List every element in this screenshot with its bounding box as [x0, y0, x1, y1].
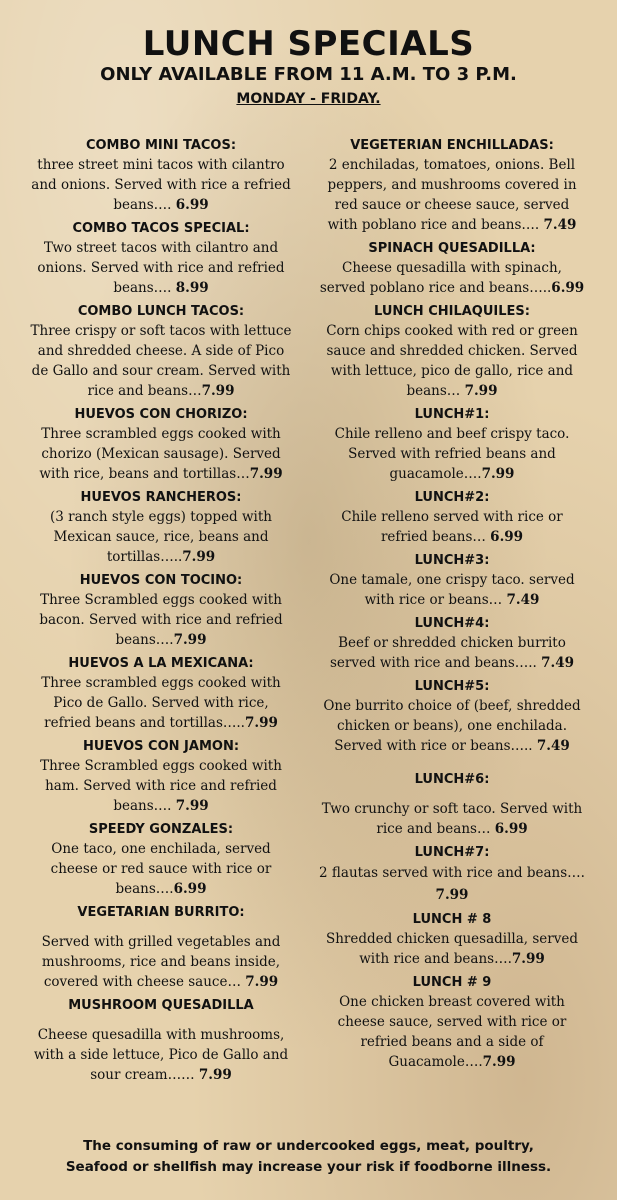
item-description: three street mini tacos with cilantro and onions. Served with rice a refried beans…. 6.99: [31, 157, 291, 213]
item-description: One chicken breast covered with cheese sauce, served with rice or refried beans and a side of Guacamole….7.99: [337, 994, 567, 1070]
disclaimer-line-1: The consuming of raw or undercooked eggs, meat, poultry,: [83, 1138, 534, 1154]
menu-header: [0, 24, 617, 109]
item-price: 7.99: [511, 951, 545, 967]
item-price: 7.99: [198, 1067, 232, 1083]
menu-item-lunch-8: [318, 910, 586, 969]
item-name: HUEVOS CON JAMON:: [82, 739, 240, 754]
item-name: HUEVOS CON CHORIZO:: [74, 407, 248, 422]
item-price: 6.99: [494, 821, 528, 837]
item-description: Two street tacos with cilantro and onions. Served with rice and refried beans…. 8.99: [37, 240, 285, 296]
item-name: HUEVOS A LA MEXICANA:: [68, 656, 254, 671]
menu-item-combo-lunch-tacos: [30, 302, 292, 401]
menu-hours: ONLY AVAILABLE FROM 11 A.M. TO 3 P.M.: [100, 64, 517, 85]
item-name: MUSHROOM QUESADILLA: [68, 998, 254, 1013]
menu-item-lunch-9: [318, 973, 586, 1072]
item-price: 7.99: [435, 887, 469, 903]
item-name: COMBO TACOS SPECIAL:: [72, 221, 250, 236]
menu-item-huevos-rancheros: [30, 488, 292, 567]
item-price: 7.99: [201, 383, 235, 399]
menu-item-vegetarian-burrito: [30, 903, 292, 992]
item-price: 7.99: [244, 715, 278, 731]
menu-item-huevos-con-jamon: [30, 737, 292, 816]
item-name: LUNCH CHILAQUILES:: [374, 304, 530, 319]
item-description: (3 ranch style eggs) topped with Mexican sauce, rice, beans and tortillas…..7.99: [50, 509, 272, 565]
menu-item-lunch-6: [318, 760, 586, 839]
item-description: Three crispy or soft tacos with lettuce and shredded cheese. A side of Pico de Gallo and sour cream. Served with rice and beans…7.99: [30, 323, 292, 399]
item-name: LUNCH#3:: [414, 553, 490, 568]
item-name: HUEVOS CON TOCINO:: [79, 573, 243, 588]
item-name: VEGETERIAN ENCHILLADAS:: [350, 138, 554, 153]
item-description: Cheese quesadilla with mushrooms, with a side lettuce, Pico de Gallo and sour cream…… 7.99: [33, 1027, 289, 1083]
menu-item-lunch-5: [318, 677, 586, 756]
item-description: Beef or shredded chicken burrito served with rice and beans….. 7.49: [329, 635, 575, 671]
item-description: One tamale, one crispy taco. served with rice or beans… 7.49: [329, 572, 575, 608]
menu-item-lunch-2: [318, 488, 586, 547]
menu-item-vegeterian-enchilladas: [318, 136, 586, 235]
menu-title: LUNCH SPECIALS: [142, 24, 475, 64]
menu-item-lunch-3: [318, 551, 586, 610]
item-description: Three Scrambled eggs cooked with ham. Served with rice and refried beans…. 7.99: [40, 758, 282, 814]
item-name: VEGETARIAN BURRITO:: [77, 905, 245, 920]
disclaimer-line-2: Seafood or shellfish may increase your risk if foodborne illness.: [65, 1159, 552, 1175]
menu-item-huevos-a-la-mexicana: [30, 654, 292, 733]
item-name: LUNCH # 8: [412, 912, 492, 927]
item-description: 2 flautas served with rice and beans…. 7.99: [319, 865, 585, 903]
menu-item-mushroom-quesadilla: [30, 996, 292, 1085]
item-name: HUEVOS RANCHEROS:: [80, 490, 242, 505]
item-description: Two crunchy or soft taco. Served with rice and beans… 6.99: [321, 801, 583, 837]
item-name: LUNCH#5:: [414, 679, 490, 694]
item-price: 7.49: [541, 655, 575, 671]
menu-item-huevos-con-tocino: [30, 571, 292, 650]
right-column: [318, 136, 586, 1076]
item-name: LUNCH#1:: [414, 407, 490, 422]
item-price: 7.49: [543, 217, 577, 233]
item-description: 2 enchiladas, tomatoes, onions. Bell peppers, and mushrooms covered in red sauce or cheese sauce, served with poblano rice and beans…. 7.49: [327, 157, 577, 233]
menu-item-huevos-con-chorizo: [30, 405, 292, 484]
item-name: SPEEDY GONZALES:: [88, 822, 234, 837]
item-name: LUNCH#7:: [414, 845, 490, 860]
left-column: [30, 136, 292, 1089]
item-name: LUNCH#6:: [414, 772, 490, 787]
menu-item-lunch-7: [318, 843, 586, 906]
menu-item-spinach-quesadilla: [318, 239, 586, 298]
item-price: 6.99: [551, 280, 585, 296]
menu-item-lunch-1: [318, 405, 586, 484]
item-price: 7.49: [536, 738, 570, 754]
menu-item-speedy-gonzales: [30, 820, 292, 899]
item-description: Served with grilled vegetables and mushrooms, rice and beans inside, covered with cheese sauce… 7.99: [41, 934, 281, 990]
item-price: 6.99: [175, 197, 209, 213]
item-price: 6.99: [490, 529, 524, 545]
item-name: COMBO LUNCH TACOS:: [77, 304, 245, 319]
menu-item-lunch-chilaquiles: [318, 302, 586, 401]
item-description: One burrito choice of (beef, shredded chicken or beans), one enchilada. Served with rice or beans….. 7.49: [323, 698, 581, 754]
menu-item-lunch-4: [318, 614, 586, 673]
item-description: Three Scrambled eggs cooked with bacon. Served with rice and refried beans….7.99: [39, 592, 283, 648]
item-price: 7.99: [481, 466, 515, 482]
item-price: 7.99: [182, 549, 216, 565]
item-price: 7.99: [173, 632, 207, 648]
item-description: One taco, one enchilada, served cheese or red sauce with rice or beans….6.99: [50, 841, 272, 897]
menu-item-combo-tacos-special: [30, 219, 292, 298]
item-description: Three scrambled eggs cooked with chorizo (Mexican sausage). Served with rice, beans and tortillas…7.99: [39, 426, 283, 482]
item-name: LUNCH#4:: [414, 616, 490, 631]
item-price: 7.99: [482, 1054, 516, 1070]
item-price: 7.99: [175, 798, 209, 814]
food-safety-disclaimer: [0, 1136, 617, 1178]
item-price: 8.99: [175, 280, 209, 296]
item-name: LUNCH#2:: [414, 490, 490, 505]
item-name: COMBO MINI TACOS:: [85, 138, 237, 153]
item-price: 7.49: [506, 592, 540, 608]
item-description: Cheese quesadilla with spinach, served poblano rice and beans…..6.99: [319, 260, 585, 296]
item-description: Three scrambled eggs cooked with Pico de Gallo. Served with rice, refried beans and tortillas…..7.99: [41, 675, 281, 731]
item-price: 7.99: [249, 466, 283, 482]
item-description: Corn chips cooked with red or green sauce and shredded chicken. Served with lettuce, pico de gallo, rice and beans… 7.99: [326, 323, 578, 399]
item-name: SPINACH QUESADILLA:: [368, 241, 536, 256]
item-name: LUNCH # 9: [412, 975, 492, 990]
item-price: 7.99: [245, 974, 279, 990]
item-price: 7.99: [464, 383, 498, 399]
item-price: 6.99: [173, 881, 207, 897]
item-description: Chile relleno and beef crispy taco. Served with refried beans and guacamole….7.99: [334, 426, 570, 482]
menu-item-combo-mini-tacos: [30, 136, 292, 215]
item-description: Chile relleno served with rice or refried beans… 6.99: [341, 509, 563, 545]
item-description: Shredded chicken quesadilla, served with rice and beans….7.99: [325, 931, 579, 967]
menu-days: MONDAY - FRIDAY.: [236, 91, 381, 107]
